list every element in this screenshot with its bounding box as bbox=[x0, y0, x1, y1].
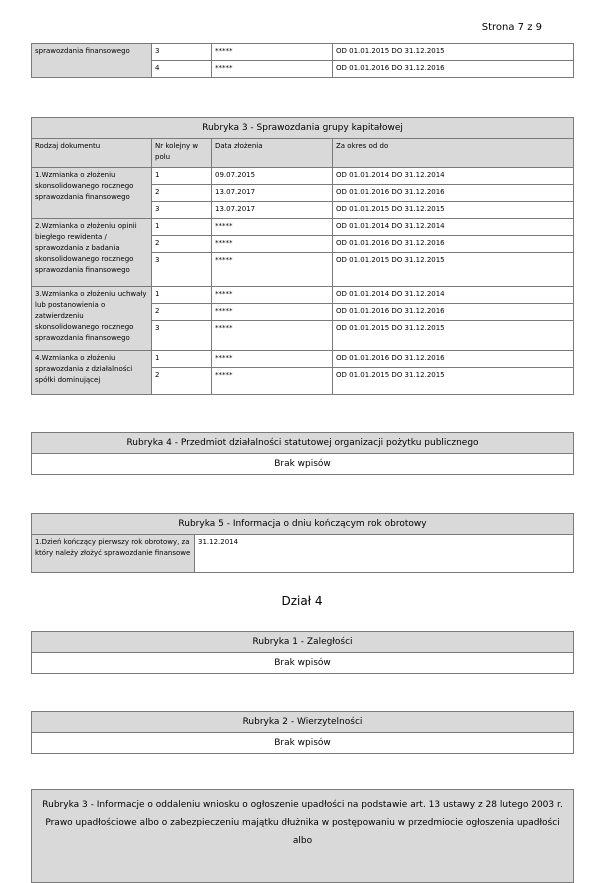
date-cell: ***** bbox=[212, 287, 333, 304]
date-cell: 09.07.2015 bbox=[212, 168, 333, 185]
page-number: Strona 7 z 9 bbox=[481, 22, 542, 33]
date-cell: ***** bbox=[212, 44, 333, 61]
no-entries: Brak wpisów bbox=[32, 653, 574, 674]
nr-cell: 3 bbox=[152, 253, 212, 287]
nr-cell: 1 bbox=[152, 168, 212, 185]
period-cell: OD 01.01.2016 DO 31.12.2016 bbox=[333, 304, 574, 321]
date-cell: ***** bbox=[212, 321, 333, 351]
column-header: Nr kolejny w polu bbox=[152, 139, 212, 168]
date-cell: ***** bbox=[212, 219, 333, 236]
period-cell: OD 01.01.2016 DO 31.12.2016 bbox=[333, 236, 574, 253]
section-title: Rubryka 2 - Wierzytelności bbox=[32, 712, 574, 733]
column-header: Data złożenia bbox=[212, 139, 333, 168]
nr-cell: 2 bbox=[152, 185, 212, 202]
d4-rubryka-2-table bbox=[31, 711, 574, 754]
period-cell: OD 01.01.2014 DO 31.12.2014 bbox=[333, 168, 574, 185]
rubryka-3-table bbox=[31, 117, 574, 395]
document-type-cell: 2.Wzmianka o złożeniu opinii biegłego rewidenta / sprawozdania z badania skonsolidowanego rocznego sprawozdania finansowego bbox=[32, 219, 152, 287]
period-cell: OD 01.01.2014 DO 31.12.2014 bbox=[333, 287, 574, 304]
section-title: Rubryka 3 - Informacje o oddaleniu wniosku o ogłoszenie upadłości na podstawie art. 13 ustawy z 28 lutego 2003 r. Prawo upadłościowe albo o zabezpieczeniu majątku dłużnika w postępowaniu w przedmiocie ogłoszenia upadłości albo bbox=[32, 790, 574, 883]
period-cell: OD 01.01.2016 DO 31.12.2016 bbox=[333, 185, 574, 202]
period-cell: OD 01.01.2015 DO 31.12.2015 bbox=[333, 368, 574, 395]
date-cell: ***** bbox=[212, 61, 333, 78]
rubryka-5-table bbox=[31, 513, 574, 573]
nr-cell: 3 bbox=[152, 202, 212, 219]
period-cell: OD 01.01.2015 DO 31.12.2015 bbox=[333, 253, 574, 287]
nr-cell: 1 bbox=[152, 219, 212, 236]
date-cell: ***** bbox=[212, 253, 333, 287]
continuation-table bbox=[31, 43, 574, 78]
document-type-cell: 1.Wzmianka o złożeniu skonsolidowanego rocznego sprawozdania finansowego bbox=[32, 168, 152, 219]
no-entries: Brak wpisów bbox=[32, 733, 574, 754]
date-cell: ***** bbox=[212, 304, 333, 321]
section-heading: Dział 4 bbox=[281, 594, 323, 608]
period-cell: OD 01.01.2016 DO 31.12.2016 bbox=[333, 61, 574, 78]
date-cell: ***** bbox=[212, 236, 333, 253]
nr-cell: 4 bbox=[152, 61, 212, 78]
period-cell: OD 01.01.2014 DO 31.12.2014 bbox=[333, 219, 574, 236]
document-type-cell: sprawozdania finansowego bbox=[32, 44, 152, 78]
column-header: Rodzaj dokumentu bbox=[32, 139, 152, 168]
nr-cell: 2 bbox=[152, 304, 212, 321]
period-cell: OD 01.01.2015 DO 31.12.2015 bbox=[333, 321, 574, 351]
period-cell: OD 01.01.2015 DO 31.12.2015 bbox=[333, 202, 574, 219]
section-title: Rubryka 3 - Sprawozdania grupy kapitałowej bbox=[32, 118, 574, 139]
section-title: Rubryka 1 - Zaległości bbox=[32, 632, 574, 653]
period-cell: OD 01.01.2016 DO 31.12.2016 bbox=[333, 351, 574, 368]
date-cell: 13.07.2017 bbox=[212, 202, 333, 219]
section-title: Rubryka 5 - Informacja o dniu kończącym rok obrotowy bbox=[32, 514, 574, 535]
column-header: Za okres od do bbox=[333, 139, 574, 168]
period-cell: OD 01.01.2015 DO 31.12.2015 bbox=[333, 44, 574, 61]
document-type-cell: 4.Wzmianka o złożeniu sprawozdania z działalności spółki dominującej bbox=[32, 351, 152, 395]
d4-rubryka-1-table bbox=[31, 631, 574, 674]
nr-cell: 2 bbox=[152, 236, 212, 253]
rubryka-4-table bbox=[31, 432, 574, 475]
fiscal-year-label: 1.Dzień kończący pierwszy rok obrotowy, za który należy złożyć sprawozdanie finansowe bbox=[32, 535, 195, 573]
date-cell: ***** bbox=[212, 368, 333, 395]
date-cell: 13.07.2017 bbox=[212, 185, 333, 202]
document-type-cell: 3.Wzmianka o złożeniu uchwały lub postanowienia o zatwierdzeniu skonsolidowanego rocznego sprawozdania finansowego bbox=[32, 287, 152, 351]
nr-cell: 2 bbox=[152, 368, 212, 395]
d4-rubryka-3-table bbox=[31, 789, 574, 883]
nr-cell: 1 bbox=[152, 351, 212, 368]
nr-cell: 1 bbox=[152, 287, 212, 304]
date-cell: ***** bbox=[212, 351, 333, 368]
nr-cell: 3 bbox=[152, 321, 212, 351]
nr-cell: 3 bbox=[152, 44, 212, 61]
no-entries: Brak wpisów bbox=[32, 454, 574, 475]
fiscal-year-value: 31.12.2014 bbox=[195, 535, 574, 573]
section-title: Rubryka 4 - Przedmiot działalności statutowej organizacji pożytku publicznego bbox=[32, 433, 574, 454]
